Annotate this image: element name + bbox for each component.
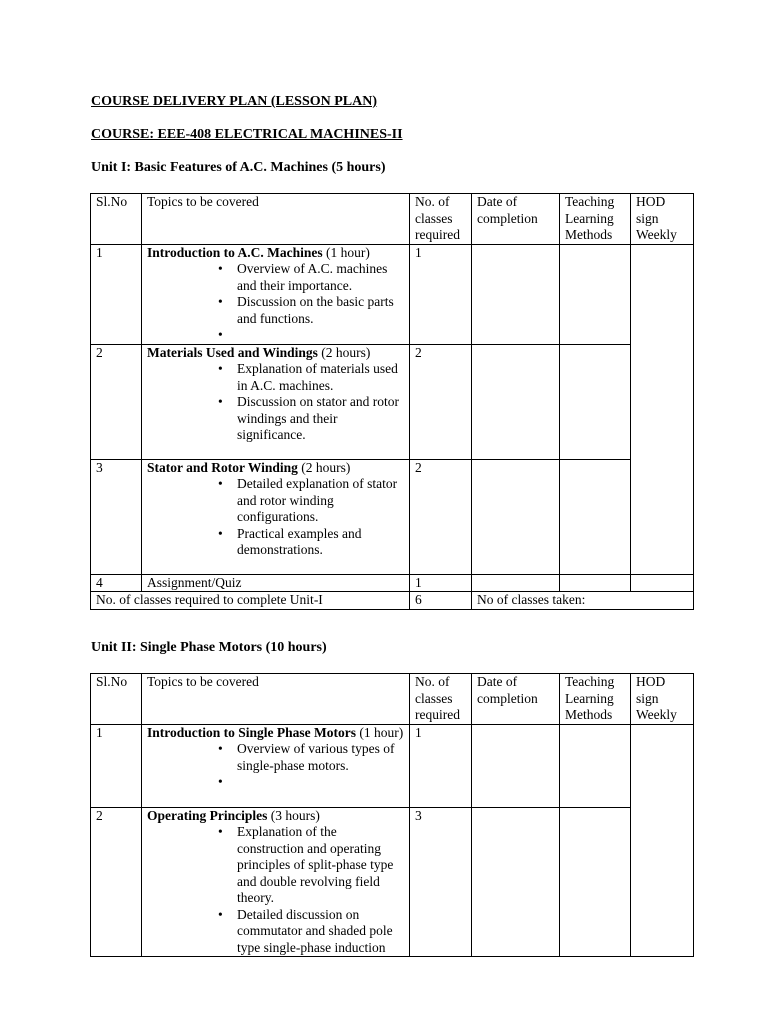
topic-bullet-list (147, 824, 404, 956)
row-methods (560, 574, 631, 592)
list-item (218, 327, 404, 344)
row-date (472, 724, 560, 807)
topic-hours: (2 hours) (317, 344, 371, 360)
table-row (91, 574, 694, 592)
row-classes: 2 (410, 459, 472, 574)
row-slno: 3 (91, 459, 142, 574)
list-item: • Overview of various types of single-phase motors. (218, 741, 395, 773)
list-item: • Discussion on the basic parts and functions. (218, 294, 394, 326)
bullet-icon: • (218, 476, 223, 491)
bullet-icon: • (218, 741, 223, 756)
header-classes: No. of classes required (410, 194, 472, 245)
header-slno: Sl.No (91, 194, 142, 245)
topic-hours: (1 hour) (356, 724, 404, 740)
topic-title: Stator and Rotor Winding (147, 459, 298, 475)
row-methods (560, 344, 631, 459)
list-item: • Practical examples and demonstrations. (218, 525, 362, 557)
row-classes: 2 (410, 344, 472, 459)
list-item: • Overview of A.C. machines and their importance. (218, 261, 388, 293)
row-methods (560, 807, 631, 957)
table-row (91, 244, 694, 344)
topic-bullet-list (147, 741, 404, 791)
row-topic-cell (142, 244, 410, 344)
table-header-row (91, 674, 694, 725)
header-date: Date of completion (472, 194, 560, 245)
row-slno: 2 (91, 807, 142, 957)
bullet-icon: • (218, 525, 223, 541)
header-topics: Topics to be covered (142, 194, 410, 245)
bullet-icon: • (218, 361, 223, 376)
topic-bullet-list (147, 361, 404, 444)
list-item: • Explanation of the construction and operating principles of split-phase type and double revolving field theory. (218, 824, 394, 905)
row-topic-cell (142, 807, 410, 957)
unit-2-table (90, 673, 694, 957)
header-hod: HOD sign Weekly (631, 674, 694, 725)
list-item: • Discussion on stator and rotor windings and their significance. (218, 394, 399, 442)
table-row (91, 807, 694, 957)
unit-1-heading: Unit I: Basic Features of A.C. Machines (5 hours) (91, 160, 386, 175)
header-methods: Teaching Learning Methods (560, 674, 631, 725)
row-classes: 1 (410, 724, 472, 807)
table-row (91, 344, 694, 459)
topic-bullet-list (147, 261, 404, 344)
row-topic-cell (142, 344, 410, 459)
bullet-icon: • (218, 327, 223, 342)
bullet-icon: • (218, 394, 223, 409)
list-item: • Detailed discussion on commutator and shaded pole type single-phase induction (218, 906, 393, 955)
row-date (472, 574, 560, 592)
row-date (472, 244, 560, 344)
row-classes: 1 (410, 244, 472, 344)
list-item (218, 774, 404, 791)
table-row (91, 724, 694, 807)
topic-title: Introduction to Single Phase Motors (147, 724, 357, 740)
header-hod: HOD sign Weekly (631, 194, 694, 245)
row-classes: 1 (410, 574, 472, 592)
document-title: COURSE DELIVERY PLAN (LESSON PLAN) (91, 94, 378, 109)
table-row (91, 459, 694, 574)
header-date: Date of completion (472, 674, 560, 725)
row-hod (631, 574, 694, 592)
topic-hours: (2 hours) (297, 459, 351, 475)
header-topics: Topics to be covered (142, 674, 410, 725)
row-topic-cell: Assignment/Quiz (142, 574, 410, 592)
bullet-icon: • (218, 261, 223, 276)
bullet-icon: • (218, 294, 223, 309)
list-item: • Explanation of materials used in A.C. machines. (218, 361, 398, 393)
bullet-icon: • (218, 906, 223, 922)
row-slno: 1 (91, 244, 142, 344)
row-hod-merged (631, 724, 694, 957)
topic-title: Materials Used and Windings (147, 344, 318, 360)
unit-1-table (90, 193, 694, 610)
course-title: COURSE: EEE-408 ELECTRICAL MACHINES-II (91, 127, 403, 142)
summary-row (91, 592, 694, 610)
row-methods (560, 724, 631, 807)
row-topic-cell (142, 459, 410, 574)
header-methods: Teaching Learning Methods (560, 194, 631, 245)
row-methods (560, 459, 631, 574)
row-date (472, 807, 560, 957)
topic-title: Operating Principles (147, 807, 268, 823)
row-hod-merged (631, 244, 694, 574)
header-slno: Sl.No (91, 674, 142, 725)
unit-2-heading: Unit II: Single Phase Motors (10 hours) (91, 640, 327, 655)
topic-title: Introduction to A.C. Machines (147, 244, 323, 260)
table-header-row (91, 194, 694, 245)
row-slno: 4 (91, 574, 142, 592)
row-classes: 3 (410, 807, 472, 957)
classes-taken-label: No of classes taken: (472, 592, 694, 610)
row-slno: 1 (91, 724, 142, 807)
row-methods (560, 244, 631, 344)
list-item: • Detailed explanation of stator and rotor winding configurations. (218, 476, 398, 524)
topic-hours: (3 hours) (267, 807, 320, 823)
row-date (472, 459, 560, 574)
topic-bullet-list (147, 476, 404, 559)
summary-value: 6 (410, 592, 472, 610)
row-topic-cell (142, 724, 410, 807)
bullet-icon: • (218, 824, 223, 839)
row-slno: 2 (91, 344, 142, 459)
row-date (472, 344, 560, 459)
bullet-icon: • (218, 774, 223, 789)
topic-hours: (1 hour) (322, 244, 370, 260)
summary-label: No. of classes required to complete Unit-I (91, 592, 410, 610)
header-classes: No. of classes required (410, 674, 472, 725)
